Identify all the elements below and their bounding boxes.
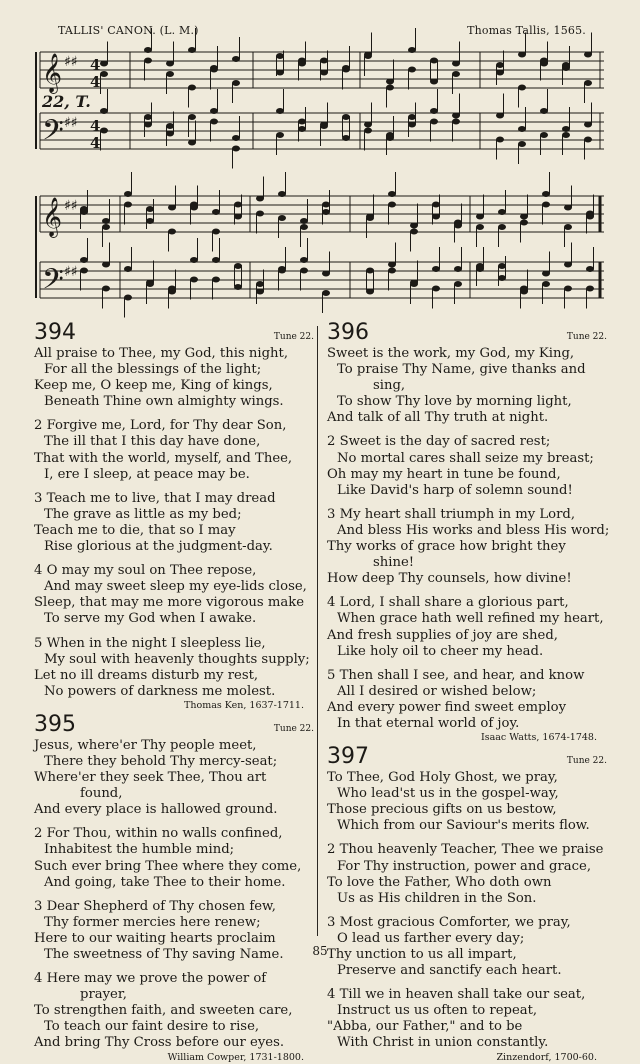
hymn-line: 3 My heart shall triumph in my Lord, <box>327 506 576 522</box>
hymn-line: My soul with heavenly thoughts supply; <box>44 651 310 667</box>
note-head <box>410 229 418 235</box>
hymn-line: shine! <box>373 555 415 571</box>
note-head <box>144 122 152 128</box>
note-head <box>584 80 592 86</box>
note-head <box>212 277 220 283</box>
hymn-line: When grace hath well refined my heart, <box>337 611 604 627</box>
note-head <box>100 128 108 134</box>
hymn-line: And bless His works and bless His word; <box>337 522 610 538</box>
hymn-397 <box>327 744 607 1064</box>
note-head <box>454 220 462 226</box>
note-head <box>586 266 594 272</box>
hymn-line: With Christ in union constantly. <box>337 1035 549 1051</box>
page-number: 85 <box>312 944 328 958</box>
note-head <box>124 266 132 272</box>
hymn-line: To serve my God when I awake. <box>44 611 257 627</box>
tune-ref: Tune 22. <box>273 723 314 734</box>
note-head <box>452 61 460 67</box>
note-head <box>298 119 306 125</box>
note-head <box>520 220 528 226</box>
hymn-line: Inhabitest the humble mind; <box>44 842 235 858</box>
note-head <box>234 202 242 208</box>
note-head <box>408 67 416 73</box>
note-head <box>320 123 328 129</box>
hymn-line: For all the blessings of the light; <box>44 362 262 378</box>
hymn-line: 3 Teach me to live, that I may dread <box>34 490 276 506</box>
key-signature: ♯♯ <box>64 264 78 280</box>
note-head <box>430 58 438 64</box>
hymn-author: William Cowper, 1731-1800. <box>167 1051 304 1063</box>
hymn-line: Sleep, that may me more vigorous make <box>34 595 304 611</box>
note-head <box>210 67 218 73</box>
hymn-line: 4 O may my soul on Thee repose, <box>34 563 257 579</box>
note-head <box>146 206 154 212</box>
note-head <box>256 211 264 217</box>
hymn-line: 2 For Thou, within no walls confined, <box>34 826 283 842</box>
hymn-line: The ill that I this day have done, <box>44 434 261 450</box>
note-head <box>476 214 484 220</box>
hymn-396 <box>327 320 610 744</box>
note-head <box>190 257 198 263</box>
hymn-line: 2 Thou heavenly Teacher, Thee we praise <box>327 842 604 858</box>
note-head <box>212 257 220 263</box>
tune-ref: Tune 22. <box>566 332 607 342</box>
note-head <box>388 202 396 208</box>
note-head <box>80 257 88 263</box>
note-head <box>476 263 484 269</box>
note-head <box>366 289 374 295</box>
note-head <box>496 70 504 76</box>
hymn-line: To Thee, God Holy Ghost, we pray, <box>327 770 558 786</box>
note-head <box>300 218 308 224</box>
note-head <box>166 71 174 77</box>
note-head <box>278 215 286 221</box>
note-head <box>498 224 506 230</box>
note-head <box>144 114 152 120</box>
note-head <box>298 126 306 132</box>
note-head <box>388 268 396 274</box>
note-head <box>430 119 438 125</box>
tune-ref: Tune 22. <box>566 756 607 767</box>
note-head <box>564 224 572 230</box>
note-head <box>408 114 416 120</box>
hymn-line: 4 Till we in heaven shall take our seat, <box>327 987 586 1003</box>
note-head <box>322 290 330 296</box>
note-head <box>256 289 264 295</box>
note-head <box>366 268 374 274</box>
hymn-line: And going, take Thee to their home. <box>44 874 286 890</box>
note-head <box>146 281 154 287</box>
note-head <box>168 229 176 235</box>
time-signature: 4 <box>90 56 101 74</box>
note-head <box>168 286 176 292</box>
note-head <box>410 223 418 229</box>
note-head <box>408 122 416 128</box>
treble-clef: 𝄞 <box>42 197 63 237</box>
hymn-line: 4 Here may we prove the power of <box>34 971 267 987</box>
time-signature: 4 <box>90 134 101 152</box>
note-head <box>584 122 592 128</box>
note-head <box>542 281 550 287</box>
note-head <box>496 137 504 143</box>
note-head <box>276 108 284 114</box>
note-head <box>300 257 308 263</box>
note-head <box>232 135 240 141</box>
note-head <box>386 79 394 85</box>
note-head <box>100 108 108 114</box>
note-head <box>388 262 396 268</box>
note-head <box>476 224 484 230</box>
hymn-395 <box>34 712 314 1064</box>
note-head <box>452 71 460 77</box>
hymn-line: That with the world, myself, and Thee, <box>34 450 293 466</box>
note-head <box>212 209 220 215</box>
hymn-line: How deep Thy counsels, how divine! <box>327 571 572 587</box>
note-head <box>124 191 132 197</box>
hymn-line: 3 Dear Shepherd of Thy chosen few, <box>34 898 276 914</box>
hymn-line: To praise Thy Name, give thanks and <box>337 362 586 378</box>
note-head <box>540 58 548 64</box>
note-head <box>520 286 528 292</box>
note-head <box>146 218 154 224</box>
hymn-line: Preserve and sanctify each heart. <box>337 963 562 979</box>
note-head <box>586 211 594 217</box>
note-head <box>432 214 440 220</box>
note-head <box>452 113 460 119</box>
hymn-line: Beneath Thine own almighty wings. <box>44 394 284 410</box>
note-head <box>166 61 174 67</box>
note-head <box>188 140 196 146</box>
note-head <box>102 262 110 268</box>
note-head <box>166 123 174 129</box>
note-head <box>234 263 242 269</box>
note-head <box>454 281 462 287</box>
note-head <box>322 209 330 215</box>
note-head <box>276 132 284 138</box>
hymn-line: And every place is hallowed ground. <box>34 802 278 818</box>
hymn-line: All I desired or wished below; <box>337 683 537 699</box>
note-head <box>188 47 196 53</box>
music-system-1 <box>0 0 640 320</box>
time-signature: 4 <box>90 73 101 91</box>
hymn-line: And talk of all Thy truth at night. <box>327 410 549 426</box>
note-head <box>518 52 526 58</box>
note-head <box>124 202 132 208</box>
hymn-line: 2 Forgive me, Lord, for Thy dear Son, <box>34 418 287 434</box>
hymn-number: 395 <box>34 711 76 737</box>
hymn-line: Jesus, where'er Thy people meet, <box>34 737 257 753</box>
note-head <box>584 137 592 143</box>
note-head <box>454 266 462 272</box>
hymn-line: And may sweet sleep my eye-lids close, <box>44 579 307 595</box>
hymn-line: Those precious gifts on us bestow, <box>327 802 557 818</box>
hymn-line: To strengthen faith, and sweeten care, <box>34 1003 293 1019</box>
tune-ref: Tune 22. <box>273 332 314 342</box>
note-head <box>496 113 504 119</box>
note-head <box>584 52 592 58</box>
note-head <box>166 131 174 137</box>
column-divider <box>317 326 318 936</box>
hymn-line: Let no ill dreams disturb my rest, <box>34 667 259 683</box>
note-head <box>320 70 328 76</box>
hymn-line: found, <box>80 786 123 802</box>
hymn-line: And every power find sweet employ <box>327 699 567 715</box>
note-head <box>540 108 548 114</box>
note-head <box>232 56 240 62</box>
hymn-line: 5 Then shall I see, and hear, and know <box>327 667 585 683</box>
hymn-number: 394 <box>34 320 76 345</box>
note-head <box>452 119 460 125</box>
bass-clef: 𝄢 <box>42 263 64 303</box>
hymn-line: No powers of darkness me molest. <box>44 683 276 699</box>
note-head <box>432 266 440 272</box>
hymn-line: Keep me, O keep me, King of kings, <box>34 378 273 394</box>
note-head <box>278 191 286 197</box>
hymn-author: Isaac Watts, 1674-1748. <box>480 732 597 744</box>
hymn-line: Here to our waiting hearts proclaim <box>34 930 276 946</box>
note-head <box>320 58 328 64</box>
hymn-line: To show Thy love by morning light, <box>337 394 572 410</box>
hymn-line: Thy unction to us all impart, <box>327 947 517 962</box>
note-head <box>276 70 284 76</box>
hymn-line: 3 Most gracious Comforter, we pray, <box>327 914 571 930</box>
note-head <box>364 128 372 134</box>
note-head <box>430 79 438 85</box>
hymn-line: Who lead'st us in the gospel-way, <box>337 786 559 802</box>
note-head <box>342 135 350 141</box>
hymn-line: Teach me to die, that so I may <box>34 522 236 538</box>
note-head <box>518 126 526 132</box>
bass-clef: 𝄢 <box>42 114 64 154</box>
note-head <box>234 214 242 220</box>
note-head <box>562 132 570 138</box>
key-signature: ♯♯ <box>64 198 78 214</box>
note-head <box>298 58 306 64</box>
note-head <box>102 286 110 292</box>
note-head <box>542 202 550 208</box>
hymn-line: To teach our faint desire to rise, <box>44 1019 260 1035</box>
hymn-number: 396 <box>327 320 369 345</box>
note-head <box>564 205 572 211</box>
note-head <box>102 224 110 230</box>
note-head <box>564 262 572 268</box>
hymn-line: O lead us farther every day; <box>337 930 525 946</box>
note-head <box>124 295 132 301</box>
note-head <box>518 141 526 147</box>
note-head <box>342 67 350 73</box>
hymn-line: And fresh supplies of joy are shed, <box>327 627 558 643</box>
note-head <box>498 263 506 269</box>
note-head <box>300 268 308 274</box>
note-head <box>542 191 550 197</box>
hymn-line: Us as His children in the Son. <box>337 890 537 906</box>
time-signature: 4 <box>90 117 101 135</box>
note-head <box>102 218 110 224</box>
note-head <box>188 85 196 91</box>
hymn-line: Like David's harp of solemn sound! <box>337 482 573 498</box>
note-head <box>190 277 198 283</box>
hymn-line: "Abba, our Father," and to be <box>327 1019 523 1035</box>
hymn-line: Rise glorious at the judgment-day. <box>44 539 273 555</box>
note-head <box>498 275 506 281</box>
note-head <box>586 286 594 292</box>
hymn-line: And bring Thy Cross before our eyes. <box>34 1035 285 1051</box>
note-head <box>210 119 218 125</box>
key-signature: ♯♯ <box>64 115 78 131</box>
note-head <box>144 58 152 64</box>
note-head <box>322 271 330 277</box>
note-head <box>276 53 284 59</box>
hymn-author: Zinzendorf, 1700-60. <box>496 1051 597 1063</box>
note-head <box>80 206 88 212</box>
treble-clef: 𝄞 <box>42 53 63 93</box>
note-head <box>364 53 372 59</box>
hymn-line: The grave as little as my bed; <box>44 506 242 522</box>
hymn-line: To love the Father, Who doth own <box>327 874 552 890</box>
key-signature: ♯♯ <box>64 54 78 70</box>
hymn-line: Instruct us us often to repeat, <box>337 1003 538 1019</box>
note-head <box>212 229 220 235</box>
note-head <box>496 62 504 68</box>
hymn-line: Like holy oil to cheer my head. <box>337 643 544 659</box>
hymn-line: There they behold Thy mercy-seat; <box>44 753 278 769</box>
note-head <box>232 80 240 86</box>
note-head <box>232 146 240 152</box>
hymn-line: The sweetness of Thy saving Name. <box>44 947 284 962</box>
note-head <box>80 268 88 274</box>
note-head <box>386 85 394 91</box>
note-head <box>190 202 198 208</box>
hymn-line: prayer, <box>80 987 127 1003</box>
note-head <box>432 202 440 208</box>
note-head <box>256 281 264 287</box>
hymn-author: Thomas Ken, 1637-1711. <box>184 699 304 711</box>
hymn-line: For Thy instruction, power and grace, <box>337 858 592 874</box>
note-head <box>366 215 374 221</box>
note-head <box>364 122 372 128</box>
note-head <box>342 114 350 120</box>
note-head <box>100 71 108 77</box>
note-head <box>432 286 440 292</box>
note-head <box>234 284 242 290</box>
note-head <box>168 205 176 211</box>
hymn-line: Thy works of grace how bright they <box>327 539 566 555</box>
hymn-line: In that eternal world of joy. <box>337 715 520 731</box>
composer: Thomas Tallis, 1565. <box>467 24 586 37</box>
hymn-line: 5 When in the night I sleepless lie, <box>34 635 266 651</box>
note-head <box>562 126 570 132</box>
note-head <box>562 62 570 68</box>
note-head <box>408 47 416 53</box>
hymn-line: I, ere I sleep, at peace may be. <box>44 466 250 482</box>
note-head <box>498 209 506 215</box>
hymn-line: 4 Lord, I shall share a glorious part, <box>327 595 569 611</box>
hymn-line: No mortal cares shall seize my breast; <box>337 450 594 466</box>
note-head <box>144 47 152 53</box>
note-head <box>100 61 108 67</box>
note-head <box>256 196 264 202</box>
hymn-line: 2 Sweet is the day of sacred rest; <box>327 434 551 450</box>
tune-number-label: 22, T. <box>42 92 91 111</box>
hymn-line: All praise to Thee, my God, this night, <box>34 346 289 361</box>
note-head <box>188 114 196 120</box>
note-head <box>300 224 308 230</box>
note-head <box>564 286 572 292</box>
note-head <box>542 271 550 277</box>
note-head <box>322 202 330 208</box>
tune-name: TALLIS' CANON. (L. M.) <box>58 24 199 37</box>
note-head <box>430 108 438 114</box>
hymn-394 <box>34 320 314 712</box>
hymn-line: Which from our Saviour's merits flow. <box>337 818 590 834</box>
note-head <box>410 281 418 287</box>
note-head <box>540 132 548 138</box>
hymn-line: Oh may my heart in tune be found, <box>327 466 561 482</box>
note-head <box>278 268 286 274</box>
hymn-line: sing, <box>373 378 406 394</box>
note-head <box>388 191 396 197</box>
note-head <box>386 132 394 138</box>
note-head <box>518 85 526 91</box>
note-head <box>520 214 528 220</box>
hymn-line: Thy former mercies here renew; <box>44 914 261 930</box>
hymn-line: Such ever bring Thee where they come, <box>34 858 302 874</box>
hymn-line: Sweet is the work, my God, my King, <box>327 346 575 361</box>
note-head <box>210 108 218 114</box>
hymn-line: Where'er they seek Thee, Thou art <box>34 770 267 786</box>
hymn-number: 397 <box>327 744 369 770</box>
